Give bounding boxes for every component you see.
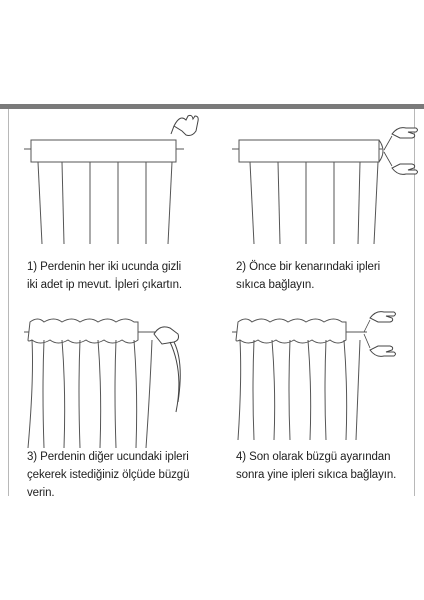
tied-end xyxy=(379,140,383,162)
step-number: 4) xyxy=(236,451,247,463)
step-4-line-2: sonra yine ipleri sıkıca bağlayın. xyxy=(236,469,397,481)
step-3-line-2: çekerek istediğiniz ölçüde büzgü xyxy=(27,469,190,481)
step-number: 2) xyxy=(236,261,247,273)
step-4-illustration xyxy=(232,310,422,430)
step-2-caption xyxy=(236,258,424,294)
step-3-line-3: verin. xyxy=(27,487,55,499)
step-1-line-2: iki adet ip mevut. İpleri çıkartın. xyxy=(27,279,183,291)
step-1-illustration xyxy=(24,112,214,232)
step-3-svg xyxy=(24,310,214,450)
curtain-fold xyxy=(168,162,172,244)
left-border xyxy=(8,109,9,496)
step-4-line-1 xyxy=(236,448,424,466)
top-border xyxy=(0,104,424,109)
curtain-fold xyxy=(308,340,311,440)
curtain-fold xyxy=(146,340,152,448)
curtain-fold xyxy=(115,340,116,448)
curtain-fold xyxy=(62,162,64,244)
step-text: Önce bir kenarındaki ipleri xyxy=(249,261,381,273)
curtain-fold xyxy=(358,162,360,244)
step-3-caption xyxy=(27,448,217,502)
step-3-illustration xyxy=(24,310,214,430)
hand-pointing-icon xyxy=(171,115,198,135)
step-1-svg xyxy=(24,112,214,247)
curtain-fold xyxy=(278,162,280,244)
step-text: Son olarak büzgü ayarından xyxy=(249,451,391,463)
curtain-fold xyxy=(98,340,101,448)
step-2-illustration xyxy=(232,112,422,232)
curtain-header xyxy=(239,140,379,162)
step-text: Perdenin diğer ucundaki ipleri xyxy=(40,451,189,463)
two-hands-tying-icon xyxy=(364,312,396,357)
curtain-fold xyxy=(253,340,254,440)
step-4-svg xyxy=(232,310,422,450)
curtain-fold xyxy=(43,340,44,448)
step-2-line-1 xyxy=(236,258,424,276)
curtain-fold xyxy=(325,340,326,440)
hand-pulling-string-icon xyxy=(154,327,180,412)
gathered-header xyxy=(28,319,138,343)
curtain-fold xyxy=(79,340,80,448)
two-hands-tying-icon xyxy=(384,128,418,175)
gathered-header xyxy=(236,319,346,343)
step-text: Perdenin her iki ucunda gizli xyxy=(40,261,182,273)
curtain-fold xyxy=(272,340,275,440)
curtain-fold xyxy=(38,162,42,244)
curtain-fold xyxy=(238,340,241,440)
step-number: 1) xyxy=(27,261,38,273)
step-number: 3) xyxy=(27,451,38,463)
curtain-fold xyxy=(374,162,378,244)
curtain-fold xyxy=(250,162,254,244)
step-3-line-1 xyxy=(27,448,217,466)
step-2-line-2: sıkıca bağlayın. xyxy=(236,279,315,291)
curtain-header xyxy=(31,140,176,162)
curtain-fold xyxy=(356,340,360,440)
curtain-fold xyxy=(134,340,137,448)
curtain-fold xyxy=(62,340,65,448)
curtain-fold xyxy=(289,340,290,440)
curtain-fold xyxy=(28,340,33,448)
step-2-svg xyxy=(232,112,422,247)
step-1-line-1 xyxy=(27,258,217,276)
step-4-caption xyxy=(236,448,424,484)
step-1-caption xyxy=(27,258,217,294)
curtain-fold xyxy=(344,340,347,440)
